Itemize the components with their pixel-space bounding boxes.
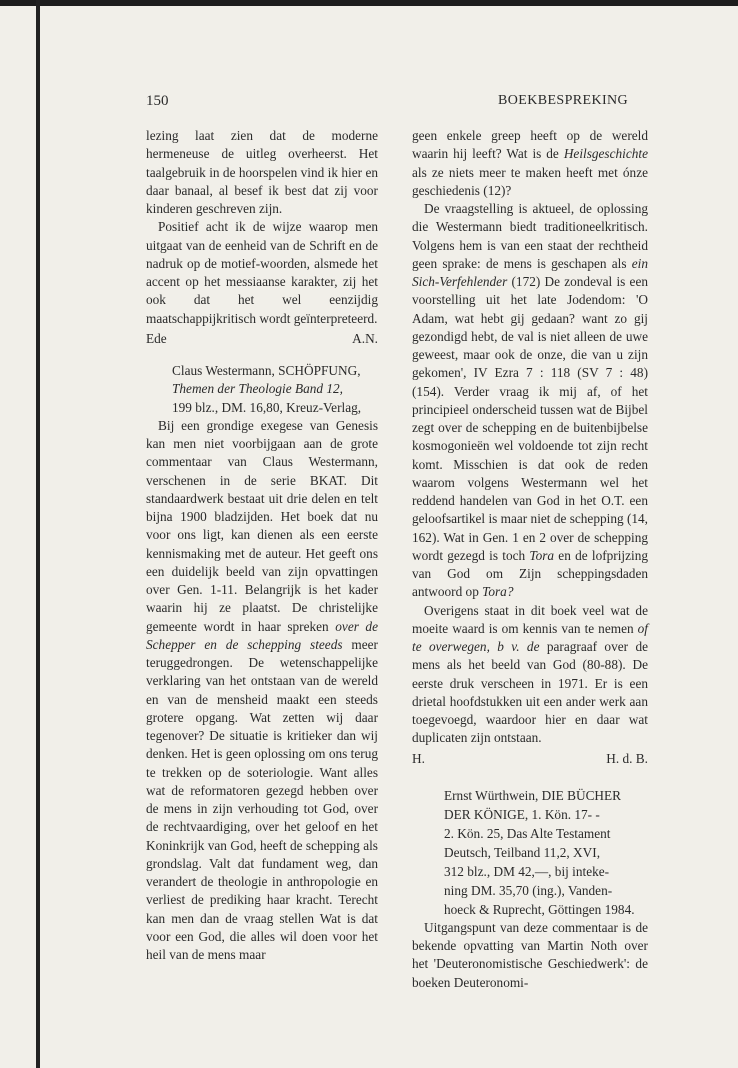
right-column [412, 127, 648, 992]
book-line: ning DM. 35,70 (ing.), Vanden- [444, 882, 613, 898]
paragraph: Uitgangspunt van deze commentaar is de bekende opvatting van Martin Noth over het 'Deuteronomistische Geschiedwerk': de boeken Deuteronomi- [412, 919, 648, 990]
paragraph: Overigens staat in dit boek veel wat de moeite waard is om kennis van te nemen of te overwegen, b v. de paragraaf over de mens als het beeld van God (80-88). De eerste druk verscheen in 1971. Er is een drietal hoofdstukken uit een ander werk aan toegevoegd, waardoor hier en daar wat duplicaten zijn ontstaan. [412, 602, 648, 746]
book-author-title: Claus Westermann, SCHÖPFUNG, [172, 363, 361, 378]
book-reference [444, 786, 648, 919]
book-details: 199 blz., DM. 16,80, Kreuz-Verlag, [172, 399, 362, 415]
running-head: BOEKBESPREKING [498, 93, 629, 108]
paragraph: geen enkele greep heeft op de wereld waarin hij leeft? Wat is de Heilsgeschichte als ze niets meer te maken heeft met ónze geschiedenis (12)? [412, 128, 648, 198]
book-reference [172, 362, 378, 417]
book-line: 2. Kön. 25, Das Alte Testament [444, 825, 611, 841]
book-line: hoeck & Ruprecht, Göttingen 1984. [444, 901, 635, 917]
paragraph: lezing laat zien dat de moderne hermeneuse de uitleg overheerst. Het taalgebruik in de hoorspelen vind ik hier en daar banaal, al besef ik best dat zij voor kinderen geschreven zijn. [146, 128, 378, 216]
paragraph: De vraagstelling is aktueel, de oplossing die Westermann biedt traditioneelkritisch. Volgens hem is van een staat der rechtheid geen sprake: de mens is geschapen als ein Sich-Verfehlender (172) De zondeval is een voorstelling uit het late Jodendom: 'O Adam, wat hebt gij gedaan? want zo gij gezondigd hebt, de val is niet alleen de uwe geweest, maar ook de onze, die van u zijn gekomen', IV Ezra 7 : 118 (SV 7 : 48) (154). Verder vraag ik mij af, of het principieel onderscheid tussen wat de Bijbel zegt over de schepping en de buitenbijbelse kosmogonieën wel voldoende tot zijn recht komt. Misschien is dat ook de reden waarom volgens Westermann wel het reddend handelen van God in het O.T. een geloofsartikel is maar niet de schepping (14, 162). Wat in Gen. 1 en 2 over de schepping wordt gezegd is toch Tora en de lofprijzing van God om Zijn scheppingsdaden antwoord op Tora? [412, 201, 649, 600]
signature-place: Ede [146, 330, 167, 346]
paragraph: Bij een grondige exegese van Genesis kan men niet voorbijgaan aan de grote commentaar van Claus Westermann, verschenen in de serie BKAT. Dit standaardwerk bestaat uit drie delen en telt bijna 1900 bladzijden. Het boek dat nu voor ons ligt, kan dienen als een eerste kennismaking met de auteur. Het geeft ons een duidelijk beeld van zijn opvattingen over Gen. 1-11. Belangrijk is het kader waarin hij ze plaatst. De christelijke gemeente wordt in haar spreken over de Schepper en de schepping steeds meer teruggedrongen. De wetenschappelijke verklaring van het ontstaan van de wereld en van de mensheid maakt een steeds grotere opgang. Wat zetten wij daar tegenover? De situatie is kritieker dan wij denken. Het is geen oplossing om ons terug te trekken op de soteriologie. Want alles wat de reformatoren gezegd hebben over de mens in zijn verhouding tot God, over de rechtvaardiging, over het geloof en het Koninkrijk van God, heeft de schepping als grondslag. Valt dat fundament weg, dan verandert de theologie in anthropologie en verliest de prediking haar kracht. Terecht kan men dan de vraag stellen Wat is dat voor een God, die alles wil doen voor het heil van de mens maar [146, 417, 378, 962]
signature-initials: A.N. [352, 330, 378, 346]
book-line: Deutsch, Teilband 11,2, XVI, [444, 844, 601, 860]
page-number: 150 [146, 93, 169, 109]
signature-initial: H. [412, 750, 425, 766]
book-line: Ernst Würthwein, DIE BÜCHER [444, 787, 622, 803]
signature-initials: H. d. B. [606, 750, 648, 766]
left-scan-edge [36, 0, 40, 1068]
left-column [146, 127, 378, 964]
book-line: 312 blz., DM 42,—, bij inteke- [444, 863, 610, 879]
review-signature [412, 750, 648, 768]
book-series: Themen der Theologie Band 12, [172, 381, 343, 397]
paragraph: Positief acht ik de wijze waarop men uitgaat van de eenheid van de Schrift en de nadruk op de motief-woorden, alsmede het accent op het messiaanse karakter, zij het ook dat het wel eenzijdig maatschappijkritisch wordt geïnterpreteerd. [146, 219, 378, 326]
top-scan-edge [0, 0, 738, 6]
book-line: DER KÖNIGE, 1. Kön. 17- - [444, 806, 600, 822]
review-signature [146, 330, 378, 348]
